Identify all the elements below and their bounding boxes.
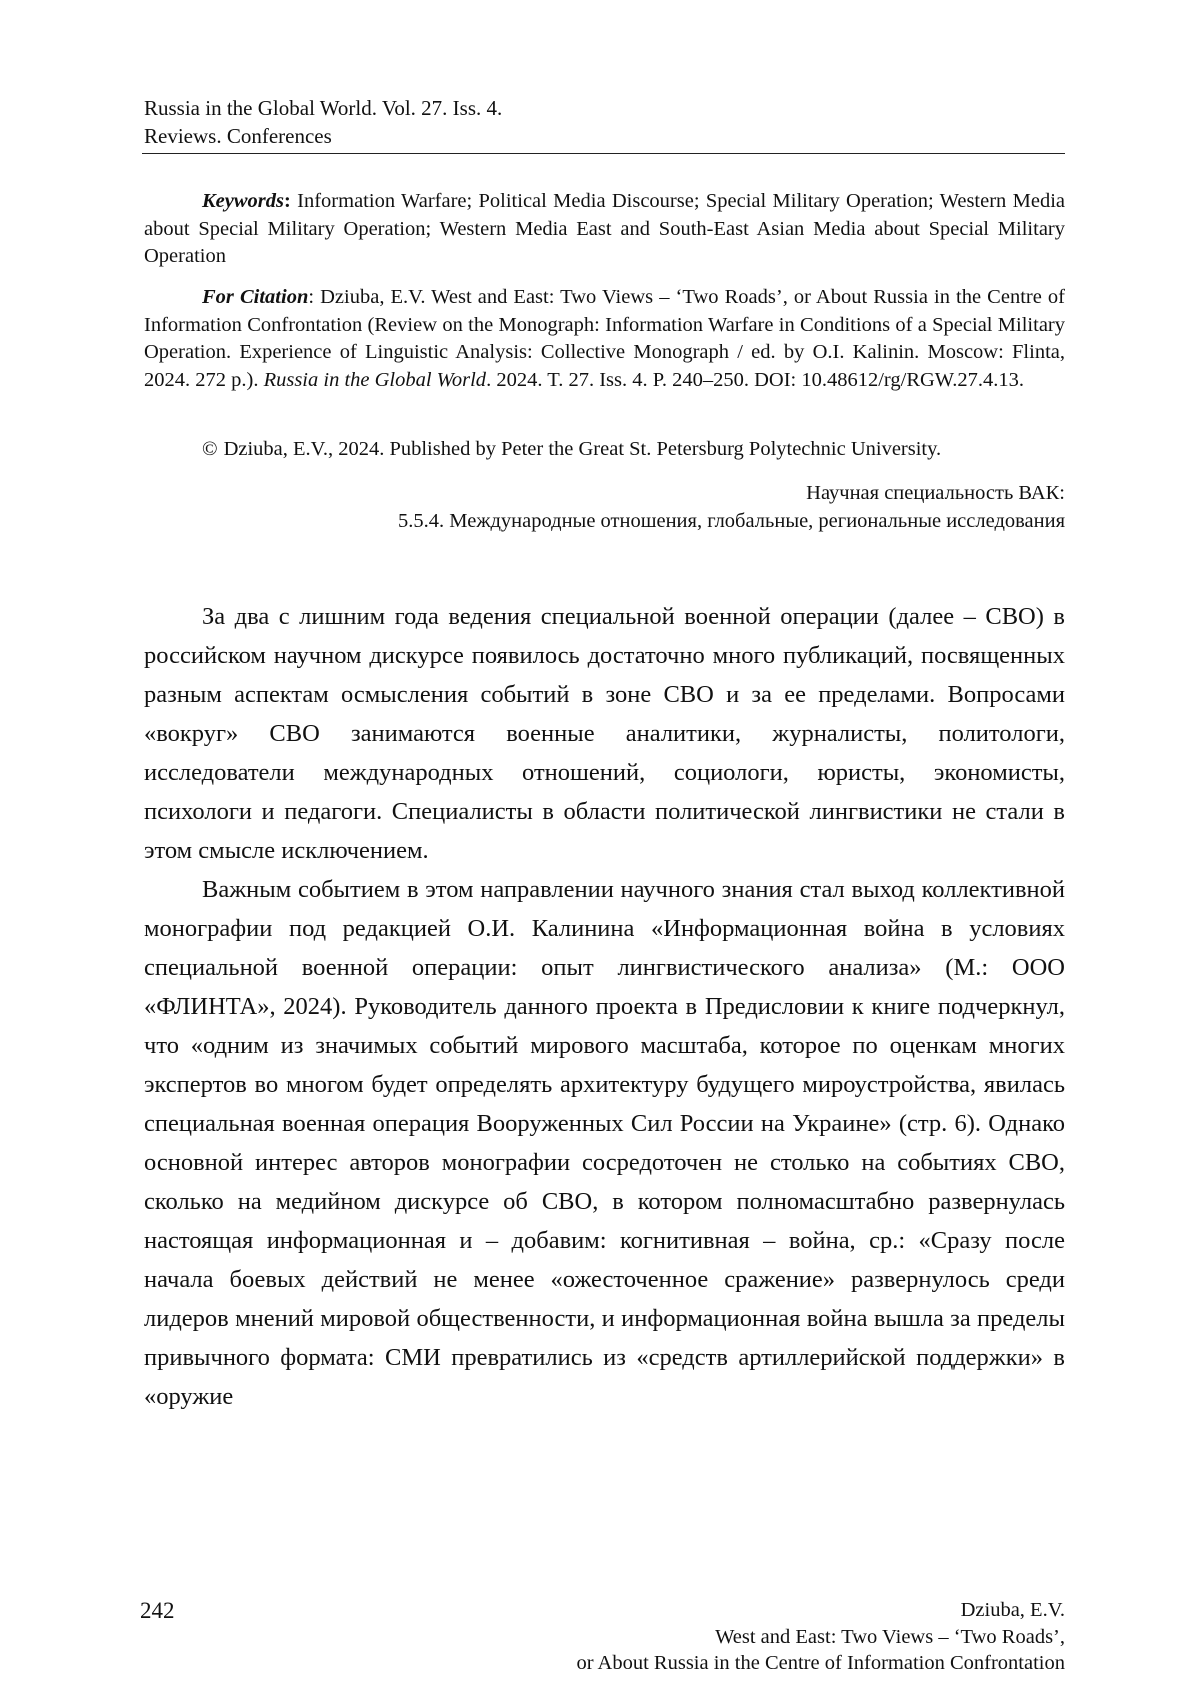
keywords-text: Information Warfare; Political Media Discourse; Special Military Operation; Western Media about Special Military Operation; Western Media East and South-East Asian Media about Special Military Operation (144, 190, 1065, 267)
keywords-label: Keywords (202, 190, 284, 212)
body-paragraph: Важным событием в этом направлении научного знания стал выход коллективной монографии под редакцией О.И. Калинина «Информационная война в условиях специальной военной операции: опыт лингвистического анализа» (М.: ООО «ФЛИНТА», 2024). Руководитель данного проекта в Предисловии к книге подчеркнул, что «одним из значимых событий мирового масштаба, которое по оценкам многих экспертов во многом будет определять архитектуру будущего мироустройства, явилась специальная военная операция Вооруженных Сил России на Украине» (стр. 6). Однако основной интерес авторов монографии сосредоточен не столько на событиях СВО, сколько на медийном дискурсе об СВО, в котором полномасштабно развернулась настоящая информационная и – добавим: когнитивная – война, ср.: «Сразу после начала боевых действий не менее «ожесточенное сражение» развернулось среди лидеров мнений мировой общественности, и информационная война вышла за пределы привычного формата: СМИ превратились из «средств артиллерийской поддержки» в «оружие (144, 876, 1065, 1410)
keywords-block: Keywords: Information Warfare; Political Media Discourse; Special Military Operation; Western Media about Special Military Operation; Western Media East and South-East Asian Media about Special Military Operation (144, 190, 1065, 267)
citation-text-end: . 2024. T. 27. Iss. 4. P. 240–250. DOI: 10.48612/rg/RGW.27.4.13. (486, 368, 1025, 391)
running-header (144, 94, 1065, 150)
citation-label: For Citation (202, 286, 309, 308)
article-body (144, 597, 1065, 1416)
section-line: Reviews. Conferences (144, 124, 332, 148)
copyright-icon: © (202, 438, 218, 460)
copyright-line (202, 436, 941, 464)
footer-title-line1: West and East: Two Views – ‘Two Roads’, (715, 1625, 1065, 1648)
vak-specialty (398, 480, 1065, 535)
citation-journal: Russia in the Global World (263, 368, 487, 391)
vak-code: 5.5.4. Международные отношения, глобальные, региональные исследования (398, 509, 1065, 532)
copyright-text: Dziuba, E.V., 2024. Published by Peter the Great St. Petersburg Polytechnic University. (223, 438, 942, 460)
footer-author: Dziuba, E.V. (960, 1599, 1065, 1621)
page-number: 242 (140, 1598, 175, 1623)
citation-text: : Dziuba, E.V. West and East: Two Views – ‘Two Roads’, or About Russia in the Centre of Information Confrontation (Review on the Monograph: Information Warfare in Conditions of a Special Military Operation. Experience of Linguistic Analysis: Collective Monograph / ed. by O.I. Kalinin. Moscow: Flinta, 2024. 272 p.). (144, 286, 1065, 391)
header-divider (142, 153, 1065, 154)
footer-title-line2: or About Russia in the Centre of Information Confrontation (576, 1652, 1065, 1674)
body-paragraph: За два с лишним года ведения специальной военной операции (далее – СВО) в российском научном дискурсе появилось достаточно много публикаций, посвященных разным аспектам осмысления событий в зоне СВО и за ее пределами. Вопросами «вокруг» СВО занимаются военные аналитики, журналисты, политологи, исследователи международных отношений, социологи, юристы, экономисты, психологи и педагоги. Специалисты в области политической лингвистики не стали в этом смысле исключением. (144, 603, 1065, 864)
running-footer (576, 1597, 1065, 1677)
journal-volume-line: Russia in the Global World. Vol. 27. Iss. 4. (144, 96, 503, 120)
citation-block (144, 284, 1065, 394)
vak-label: Научная специальность ВАК: (806, 482, 1065, 504)
